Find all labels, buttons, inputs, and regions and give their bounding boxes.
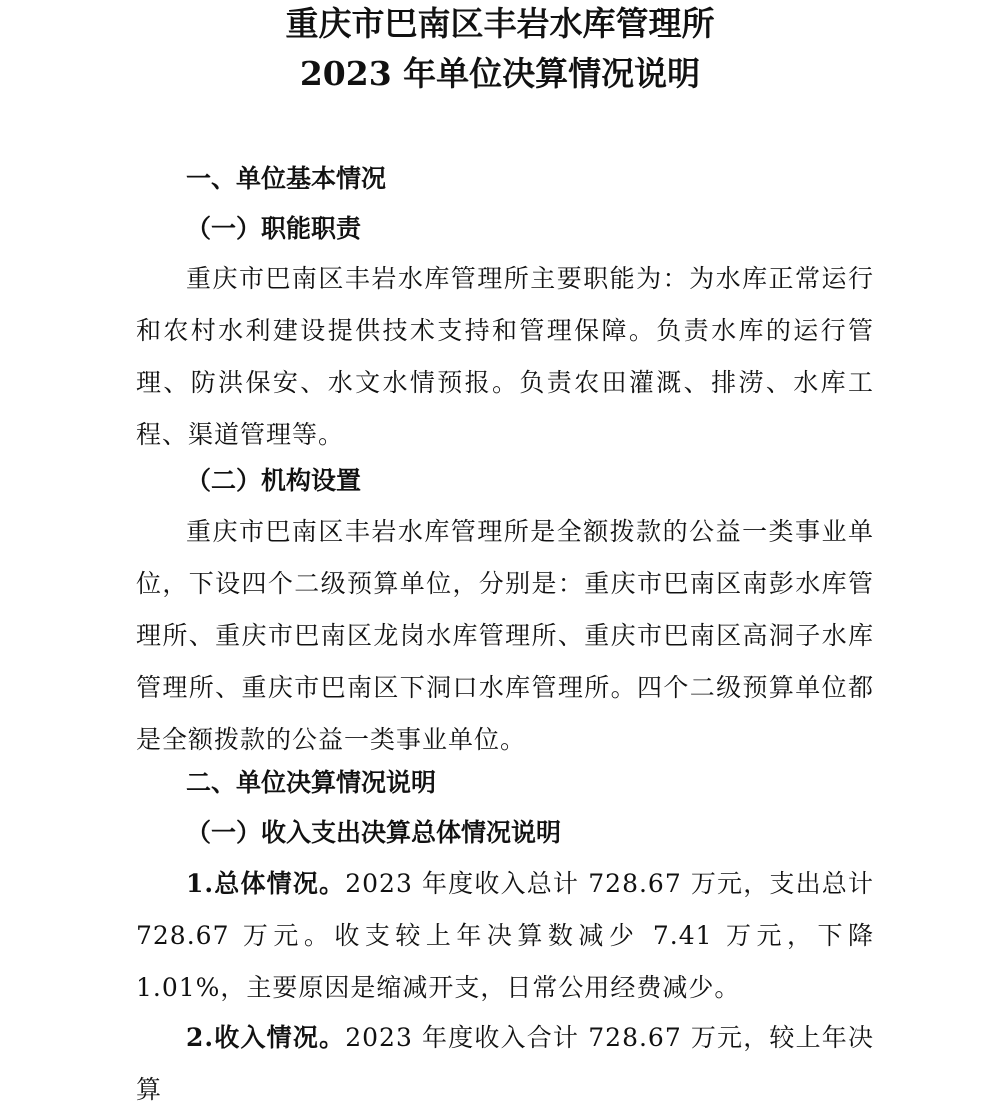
- section-2-heading: 二、单位决算情况说明: [186, 768, 437, 797]
- section-2-sub-1-heading: （一）收入支出决算总体情况说明: [186, 818, 562, 847]
- document-title-line-2: 2023 年单位决算情况说明: [299, 54, 701, 93]
- item-2-paragraph: [136, 1012, 874, 1116]
- item-1-lead: 1.总体情况。: [186, 869, 346, 898]
- section-1-sub-1-heading: （一）职能职责: [186, 214, 362, 243]
- item-2-lead: 2.收入情况。: [186, 1023, 346, 1052]
- document-title-line-1: 重庆市巴南区丰岩水库管理所: [285, 4, 715, 43]
- section-1-sub-2-body: 重庆市巴南区丰岩水库管理所是全额拨款的公益一类事业单位，下设四个二级预算单位，分别是：重庆市巴南区南彭水库管理所、重庆市巴南区龙岗水库管理所、重庆市巴南区高洞子水库管理所、重庆市巴南区下洞口水库管理所。四个二级预算单位都是全额拨款的公益一类事业单位。: [136, 517, 874, 754]
- item-1-paragraph: [136, 858, 874, 1014]
- item-1-body: 2023 年度收入总计 728.67 万元，支出总计 728.67 万元。收支较上年决算数减少 7.41 万元，下降 1.01%，主要原因是缩减开支，日常公用经费减少。: [136, 869, 874, 1002]
- section-1-heading: 一、单位基本情况: [186, 164, 387, 193]
- section-1-sub-2-heading: （二）机构设置: [186, 466, 362, 495]
- section-1-sub-1-body: 重庆市巴南区丰岩水库管理所主要职能为：为水库正常运行和农村水利建设提供技术支持和管理保障。负责水库的运行管理、防洪保安、水文水情预报。负责农田灌溉、排涝、水库工程、渠道管理等。: [136, 264, 874, 449]
- item-2-body: 2023 年度收入合计 728.67 万元，较上年决算: [136, 1023, 874, 1104]
